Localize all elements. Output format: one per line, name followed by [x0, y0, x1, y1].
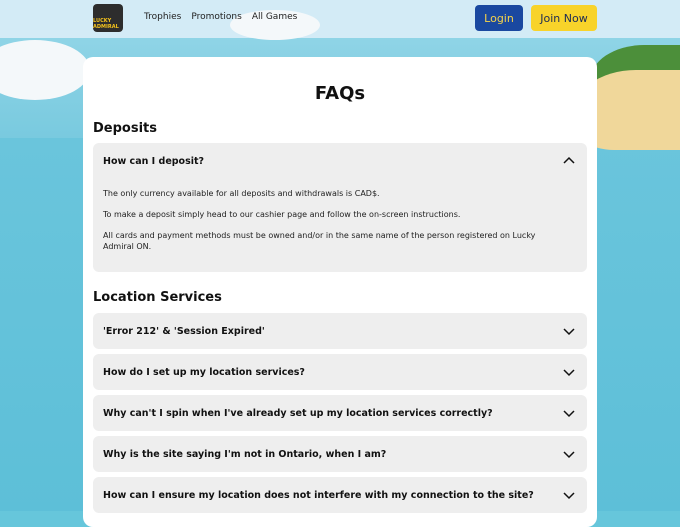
chevron-up-icon[interactable]	[563, 155, 575, 167]
logo-text: LUCKY ADMIRAL	[93, 18, 119, 30]
faq-item[interactable]	[93, 436, 587, 472]
answer-paragraph: To make a deposit simply head to our cashier page and follow the on-screen instructions.	[103, 210, 461, 219]
faq-question[interactable]: 'Error 212' & 'Session Expired'	[103, 326, 265, 337]
section-title-location-services: Location Services	[93, 290, 222, 305]
nav-promotions[interactable]: Promotions	[191, 12, 242, 22]
chevron-down-icon[interactable]	[563, 448, 575, 460]
nav-all-games[interactable]: All Games	[251, 12, 298, 22]
faq-item[interactable]	[93, 395, 587, 431]
faq-question[interactable]: How can I deposit?	[103, 156, 205, 167]
faq-answer	[103, 188, 567, 262]
logo[interactable]	[93, 4, 123, 32]
faq-item[interactable]	[93, 354, 587, 390]
faq-card	[83, 57, 597, 527]
nav-trophies[interactable]: Trophies	[144, 12, 182, 22]
faq-question[interactable]: How can I ensure my location does not interfere with my connection to the site?	[103, 490, 534, 501]
faq-question[interactable]: How do I set up my location services?	[103, 367, 305, 378]
section-title-deposits: Deposits	[93, 121, 157, 136]
main-nav	[144, 12, 297, 22]
faq-question[interactable]: Why is the site saying I'm not in Ontario, when I am?	[103, 449, 387, 460]
faq-item[interactable]	[93, 313, 587, 349]
chevron-down-icon[interactable]	[563, 489, 575, 501]
join-now-button[interactable]: Join Now	[531, 5, 597, 31]
site-header	[0, 0, 680, 38]
chevron-down-icon[interactable]	[563, 366, 575, 378]
answer-paragraph: The only currency available for all deposits and withdrawals is CAD$.	[103, 189, 380, 198]
faq-question[interactable]: Why can't I spin when I've already set up my location services correctly?	[103, 408, 493, 419]
answer-paragraph: All cards and payment methods must be owned and/or in the same name of the person registered on Lucky Admiral ON.	[103, 231, 536, 251]
chevron-down-icon[interactable]	[563, 407, 575, 419]
page-title: FAQs	[314, 83, 366, 104]
faq-item[interactable]	[93, 477, 587, 513]
login-button[interactable]: Login	[475, 5, 523, 31]
chevron-down-icon[interactable]	[563, 325, 575, 337]
faq-item-expanded[interactable]	[93, 143, 587, 272]
